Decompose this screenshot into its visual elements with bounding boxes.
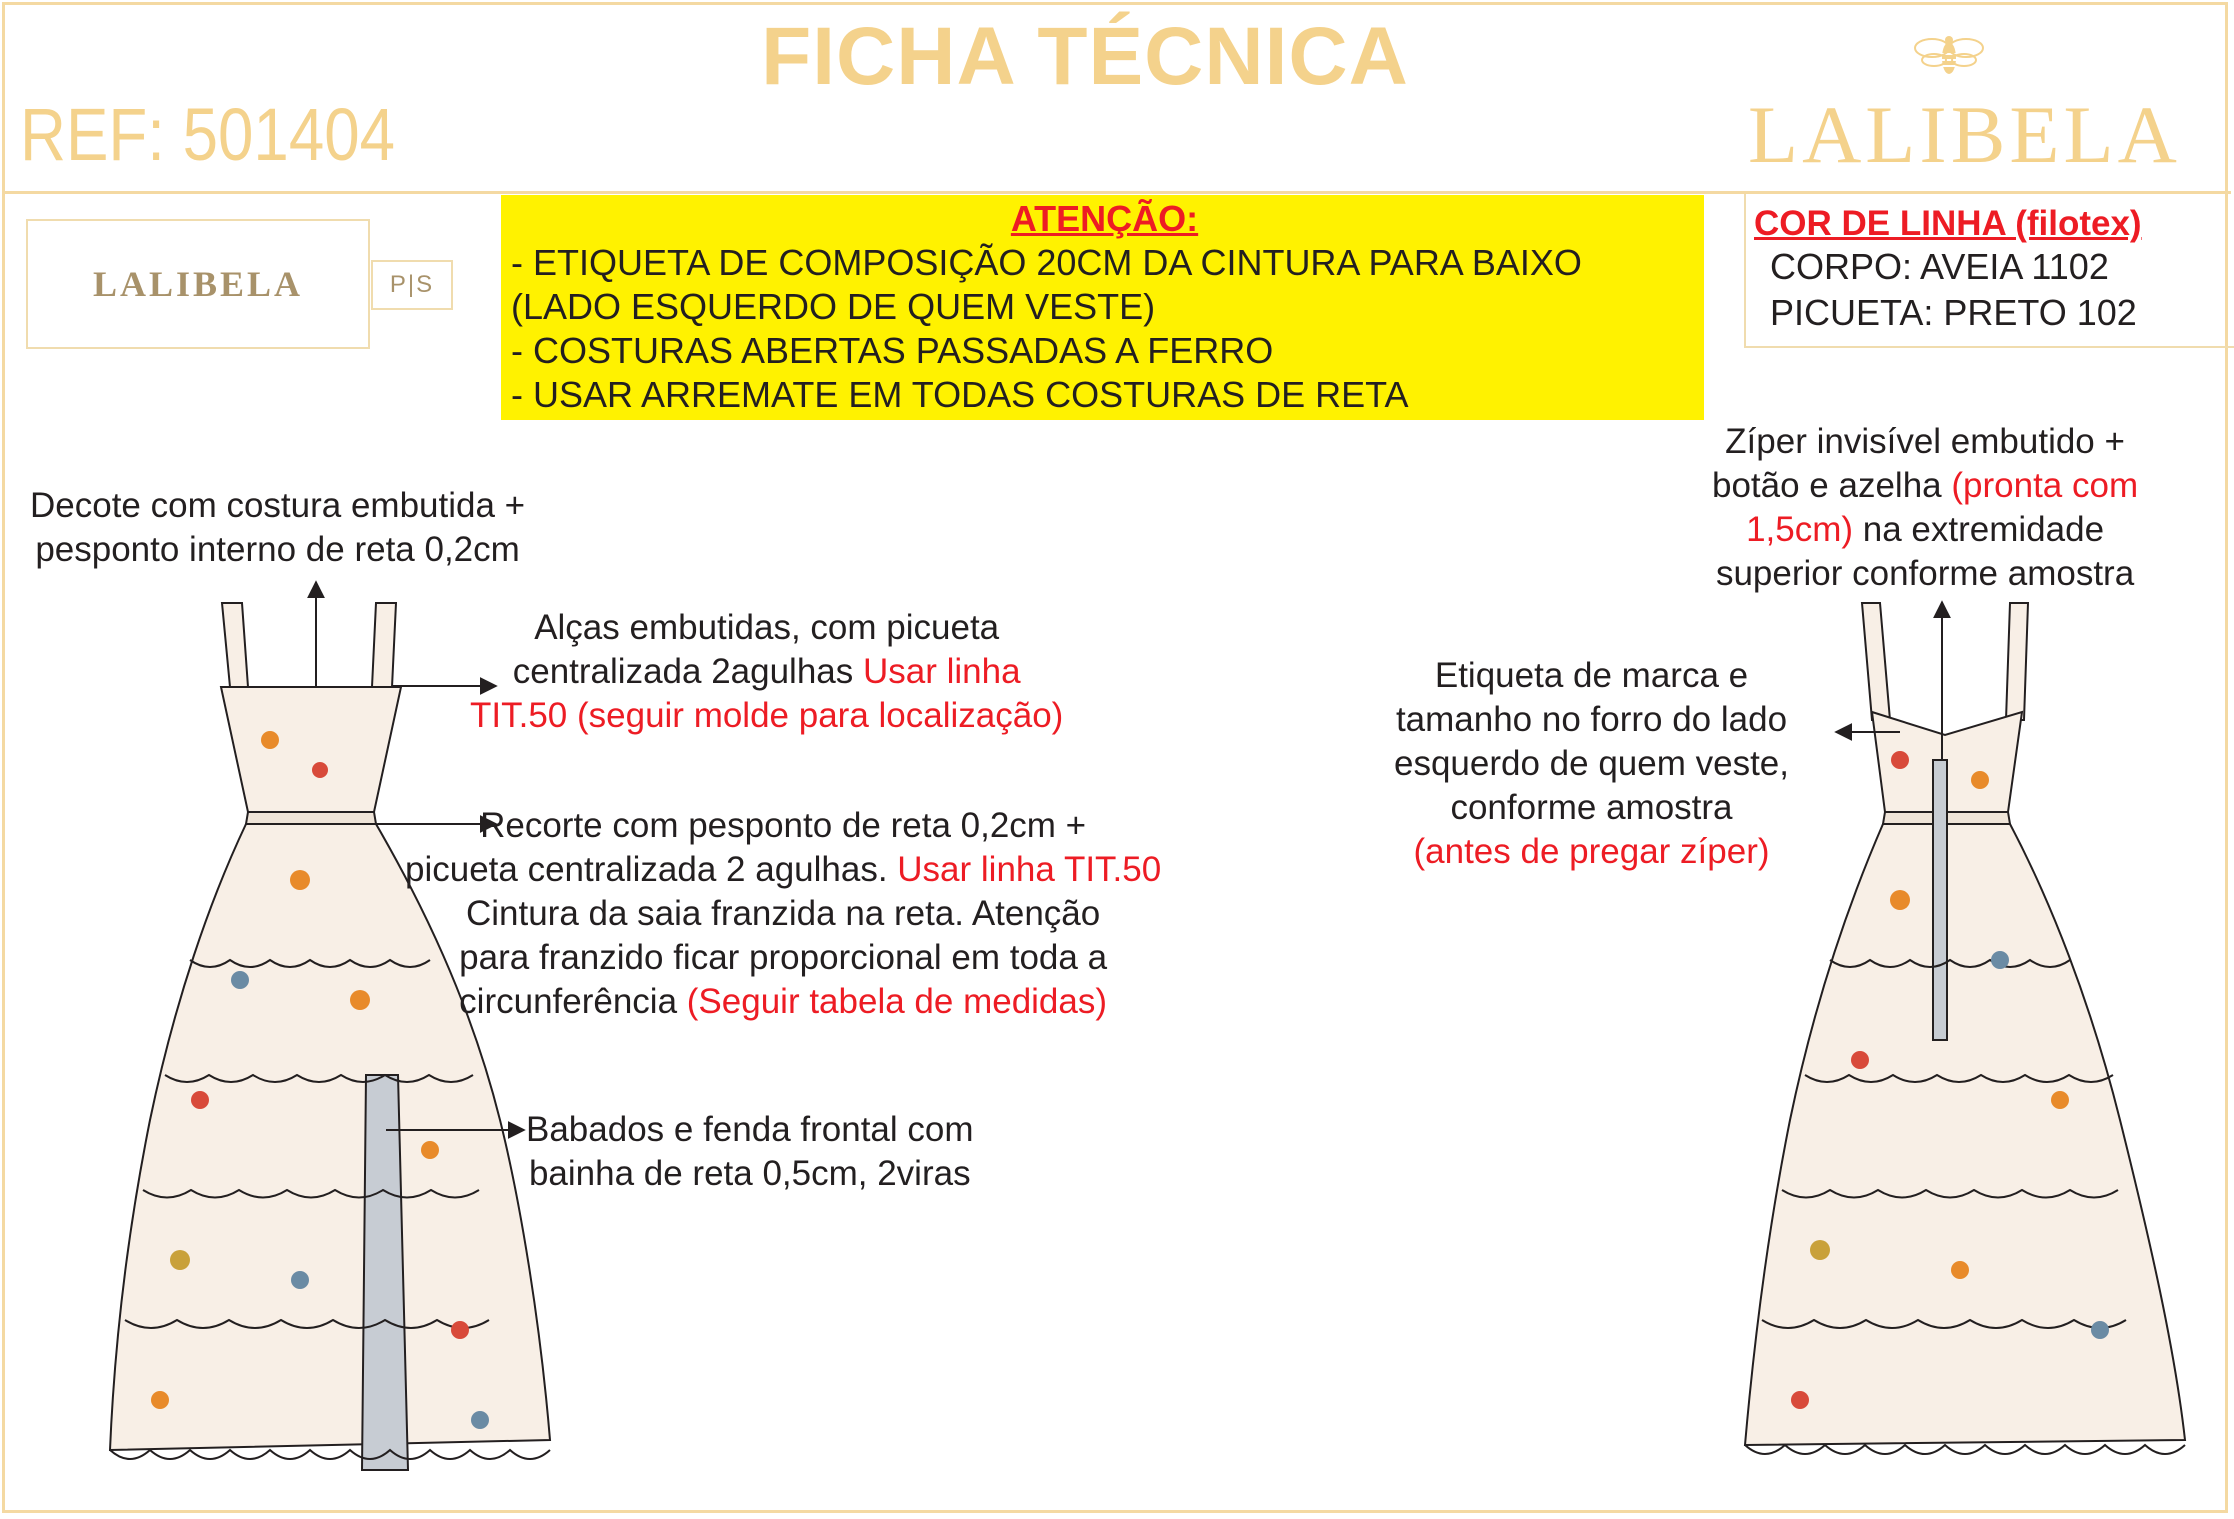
zipper-note — [1712, 420, 2138, 596]
straps-note — [470, 606, 1063, 738]
note-red-text: 1,5cm) — [1746, 510, 1854, 549]
note-line: Zíper invisível embutido + — [1725, 422, 2125, 461]
note-line: Babados e fenda frontal com — [526, 1110, 974, 1149]
size-label-sample: P|S — [371, 260, 453, 310]
attention-line: - ETIQUETA DE COMPOSIÇÃO 20CM DA CINTURA PARA BAIXO — [511, 242, 1582, 283]
reference-code: REF: 501404 — [20, 93, 396, 176]
note-text: botão e azelha — [1712, 466, 1952, 505]
note-text: centralizada 2agulhas — [512, 652, 863, 691]
note-line: conforme amostra — [1450, 788, 1733, 827]
back-right-strap — [2006, 603, 2028, 720]
back-hem — [1745, 1445, 2185, 1454]
ruffles-note — [526, 1108, 974, 1196]
note-line: Etiqueta de marca e — [1434, 656, 1749, 695]
thread-color-line: PICUETA: PRETO 102 — [1770, 292, 2137, 333]
note-line — [405, 848, 1161, 892]
page-title: FICHA TÉCNICA — [761, 11, 1409, 102]
brand-label-note — [1394, 654, 1789, 874]
front-bodice — [221, 687, 401, 812]
note-line — [1712, 464, 2138, 508]
note-line: superior conforme amostra — [1715, 554, 2135, 593]
note-line: Alças embutidas, com picueta — [534, 608, 1000, 647]
note-text: na extremidade — [1853, 510, 2105, 549]
attention-line: - COSTURAS ABERTAS PASSADAS A FERRO — [511, 330, 1274, 371]
back-left-strap — [1862, 603, 1890, 720]
label-brand-text: LALIBELA — [92, 264, 304, 304]
note-line: Recorte com pesponto de reta 0,2cm + — [480, 806, 1087, 845]
back-zipper — [1933, 760, 1947, 1040]
note-line: Decote com costura embutida + — [30, 486, 526, 525]
note-line: TIT.50 (seguir molde para localização) — [470, 696, 1064, 735]
neckline-note — [30, 484, 525, 572]
back-skirt — [1745, 824, 2185, 1445]
attention-title: ATENÇÃO: — [1010, 198, 1199, 239]
front-left-strap — [222, 603, 248, 687]
note-text: circunferência — [459, 982, 687, 1021]
note-line: Cintura da saia franzida na reta. Atenção — [465, 894, 1101, 933]
front-right-strap — [372, 603, 396, 687]
note-red-text: Usar linha — [863, 652, 1021, 691]
note-line — [1712, 508, 2138, 552]
thread-color-line: CORPO: AVEIA 1102 — [1770, 246, 2109, 287]
front-hem — [110, 1450, 550, 1459]
note-line: tamanho no forro do lado — [1395, 700, 1788, 739]
brand-logo-text: LALIBELA — [1748, 89, 2181, 180]
note-line: para franzido ficar proporcional em toda a — [459, 938, 1108, 977]
note-line: (antes de pregar zíper) — [1413, 832, 1770, 871]
note-line: bainha de reta 0,5cm, 2viras — [528, 1154, 971, 1193]
back-dress-sketch — [1745, 603, 2185, 1454]
thread-color-title: COR DE LINHA (filotex) — [1754, 204, 2142, 243]
note-line — [470, 650, 1063, 694]
front-waistband — [246, 812, 376, 824]
note-red-text: Usar linha TIT.50 — [897, 850, 1162, 889]
note-line — [405, 980, 1161, 1024]
note-line: esquerdo de quem veste, — [1394, 744, 1789, 783]
note-red-text: (pronta com — [1951, 466, 2139, 505]
attention-line: (LADO ESQUERDO DE QUEM VESTE) — [511, 286, 1156, 327]
note-red-text: (Seguir tabela de medidas) — [686, 982, 1108, 1021]
waist-note — [405, 804, 1161, 1024]
note-line: pesponto interno de reta 0,2cm — [35, 530, 520, 569]
note-text: picueta centralizada 2 agulhas. — [405, 850, 898, 889]
attention-line: - USAR ARREMATE EM TODAS COSTURAS DE RETA — [511, 374, 1409, 415]
